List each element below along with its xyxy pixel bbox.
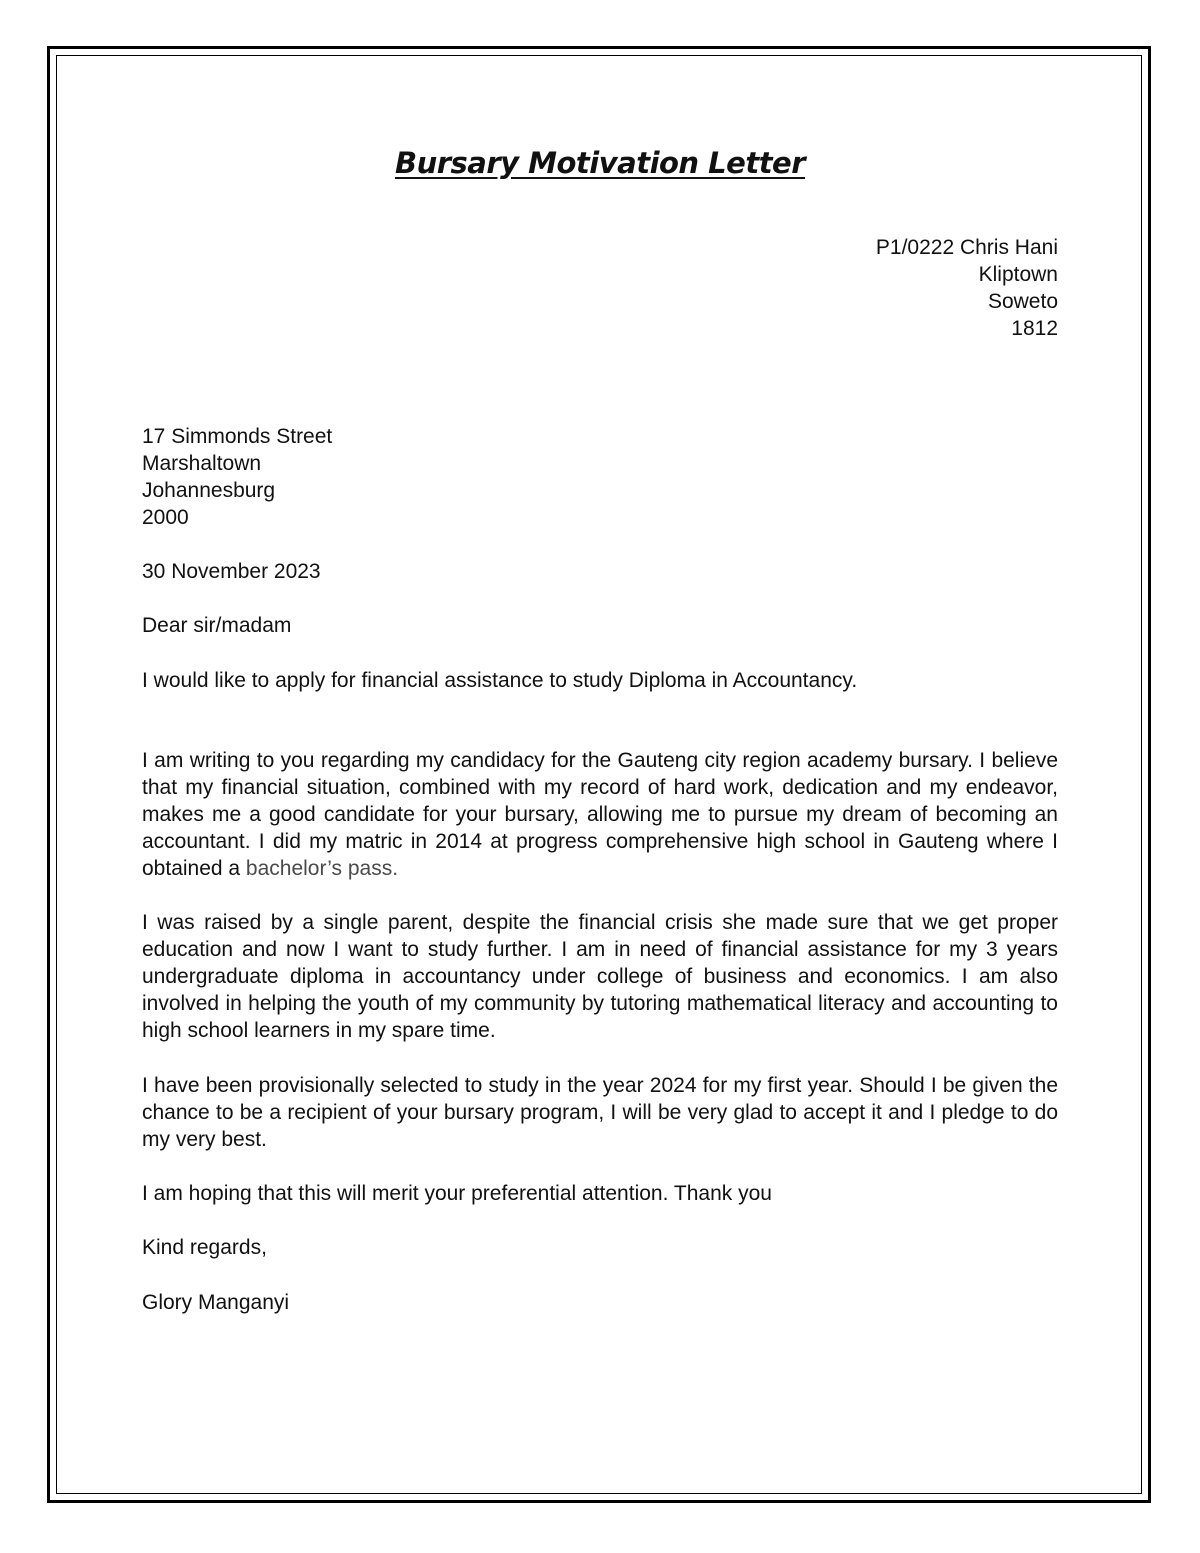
recipient-address-line: 17 Simmonds Street	[142, 425, 333, 448]
sign-off: Kind regards,	[142, 1236, 267, 1259]
closing-line: I am hoping that this will merit your preferential attention. Thank you	[142, 1182, 772, 1205]
paragraph-candidacy	[142, 747, 1058, 882]
recipient-address-line: Johannesburg	[142, 479, 276, 502]
paragraph-candidacy-highlight: bachelor’s pass.	[240, 857, 399, 880]
letter-date: 30 November 2023	[142, 560, 321, 583]
sender-address-line: 1812	[1011, 317, 1058, 340]
recipient-address-line: 2000	[142, 506, 189, 529]
paragraph-selection: I have been provisionally selected to study in the year 2024 for my first year. Should I be given the chance to be a recipient of your bursary program, I will be very glad to accept it and I pledge to do my very best.	[142, 1074, 1058, 1151]
recipient-address-line: Marshaltown	[142, 452, 262, 475]
sender-address-line: Kliptown	[978, 263, 1058, 286]
paragraph-background: I was raised by a single parent, despite the financial crisis she made sure that we get proper education and now I want to study further. I am in need of financial assistance for my 3 years undergraduate diploma in accountancy under college of business and economics. I am also involved in helping the youth of my community by tutoring mathematical literacy and accounting to high school learners in my spare time.	[142, 911, 1058, 1042]
salutation: Dear sir/madam	[142, 614, 292, 637]
intro-sentence: I would like to apply for financial assistance to study Diploma in Accountancy.	[142, 669, 858, 692]
paragraph-candidacy-text: I am writing to you regarding my candidacy for the Gauteng city region academy bursary. I believe that my financial situation, combined with my record of hard work, dedication and my endeavor, makes me a good candidate for your bursary, allowing me to pursue my dream of becoming an accountant. I did my matric in 2014 at progress comprehensive high school in Gauteng where I obtained a	[142, 749, 1058, 880]
sender-address	[876, 234, 1058, 342]
signature-name: Glory Manganyi	[142, 1291, 290, 1314]
sender-address-line: P1/0222 Chris Hani	[875, 236, 1058, 259]
recipient-address	[142, 423, 332, 531]
sender-address-line: Soweto	[987, 290, 1058, 313]
letter-title: Bursary Motivation Letter	[394, 146, 806, 180]
